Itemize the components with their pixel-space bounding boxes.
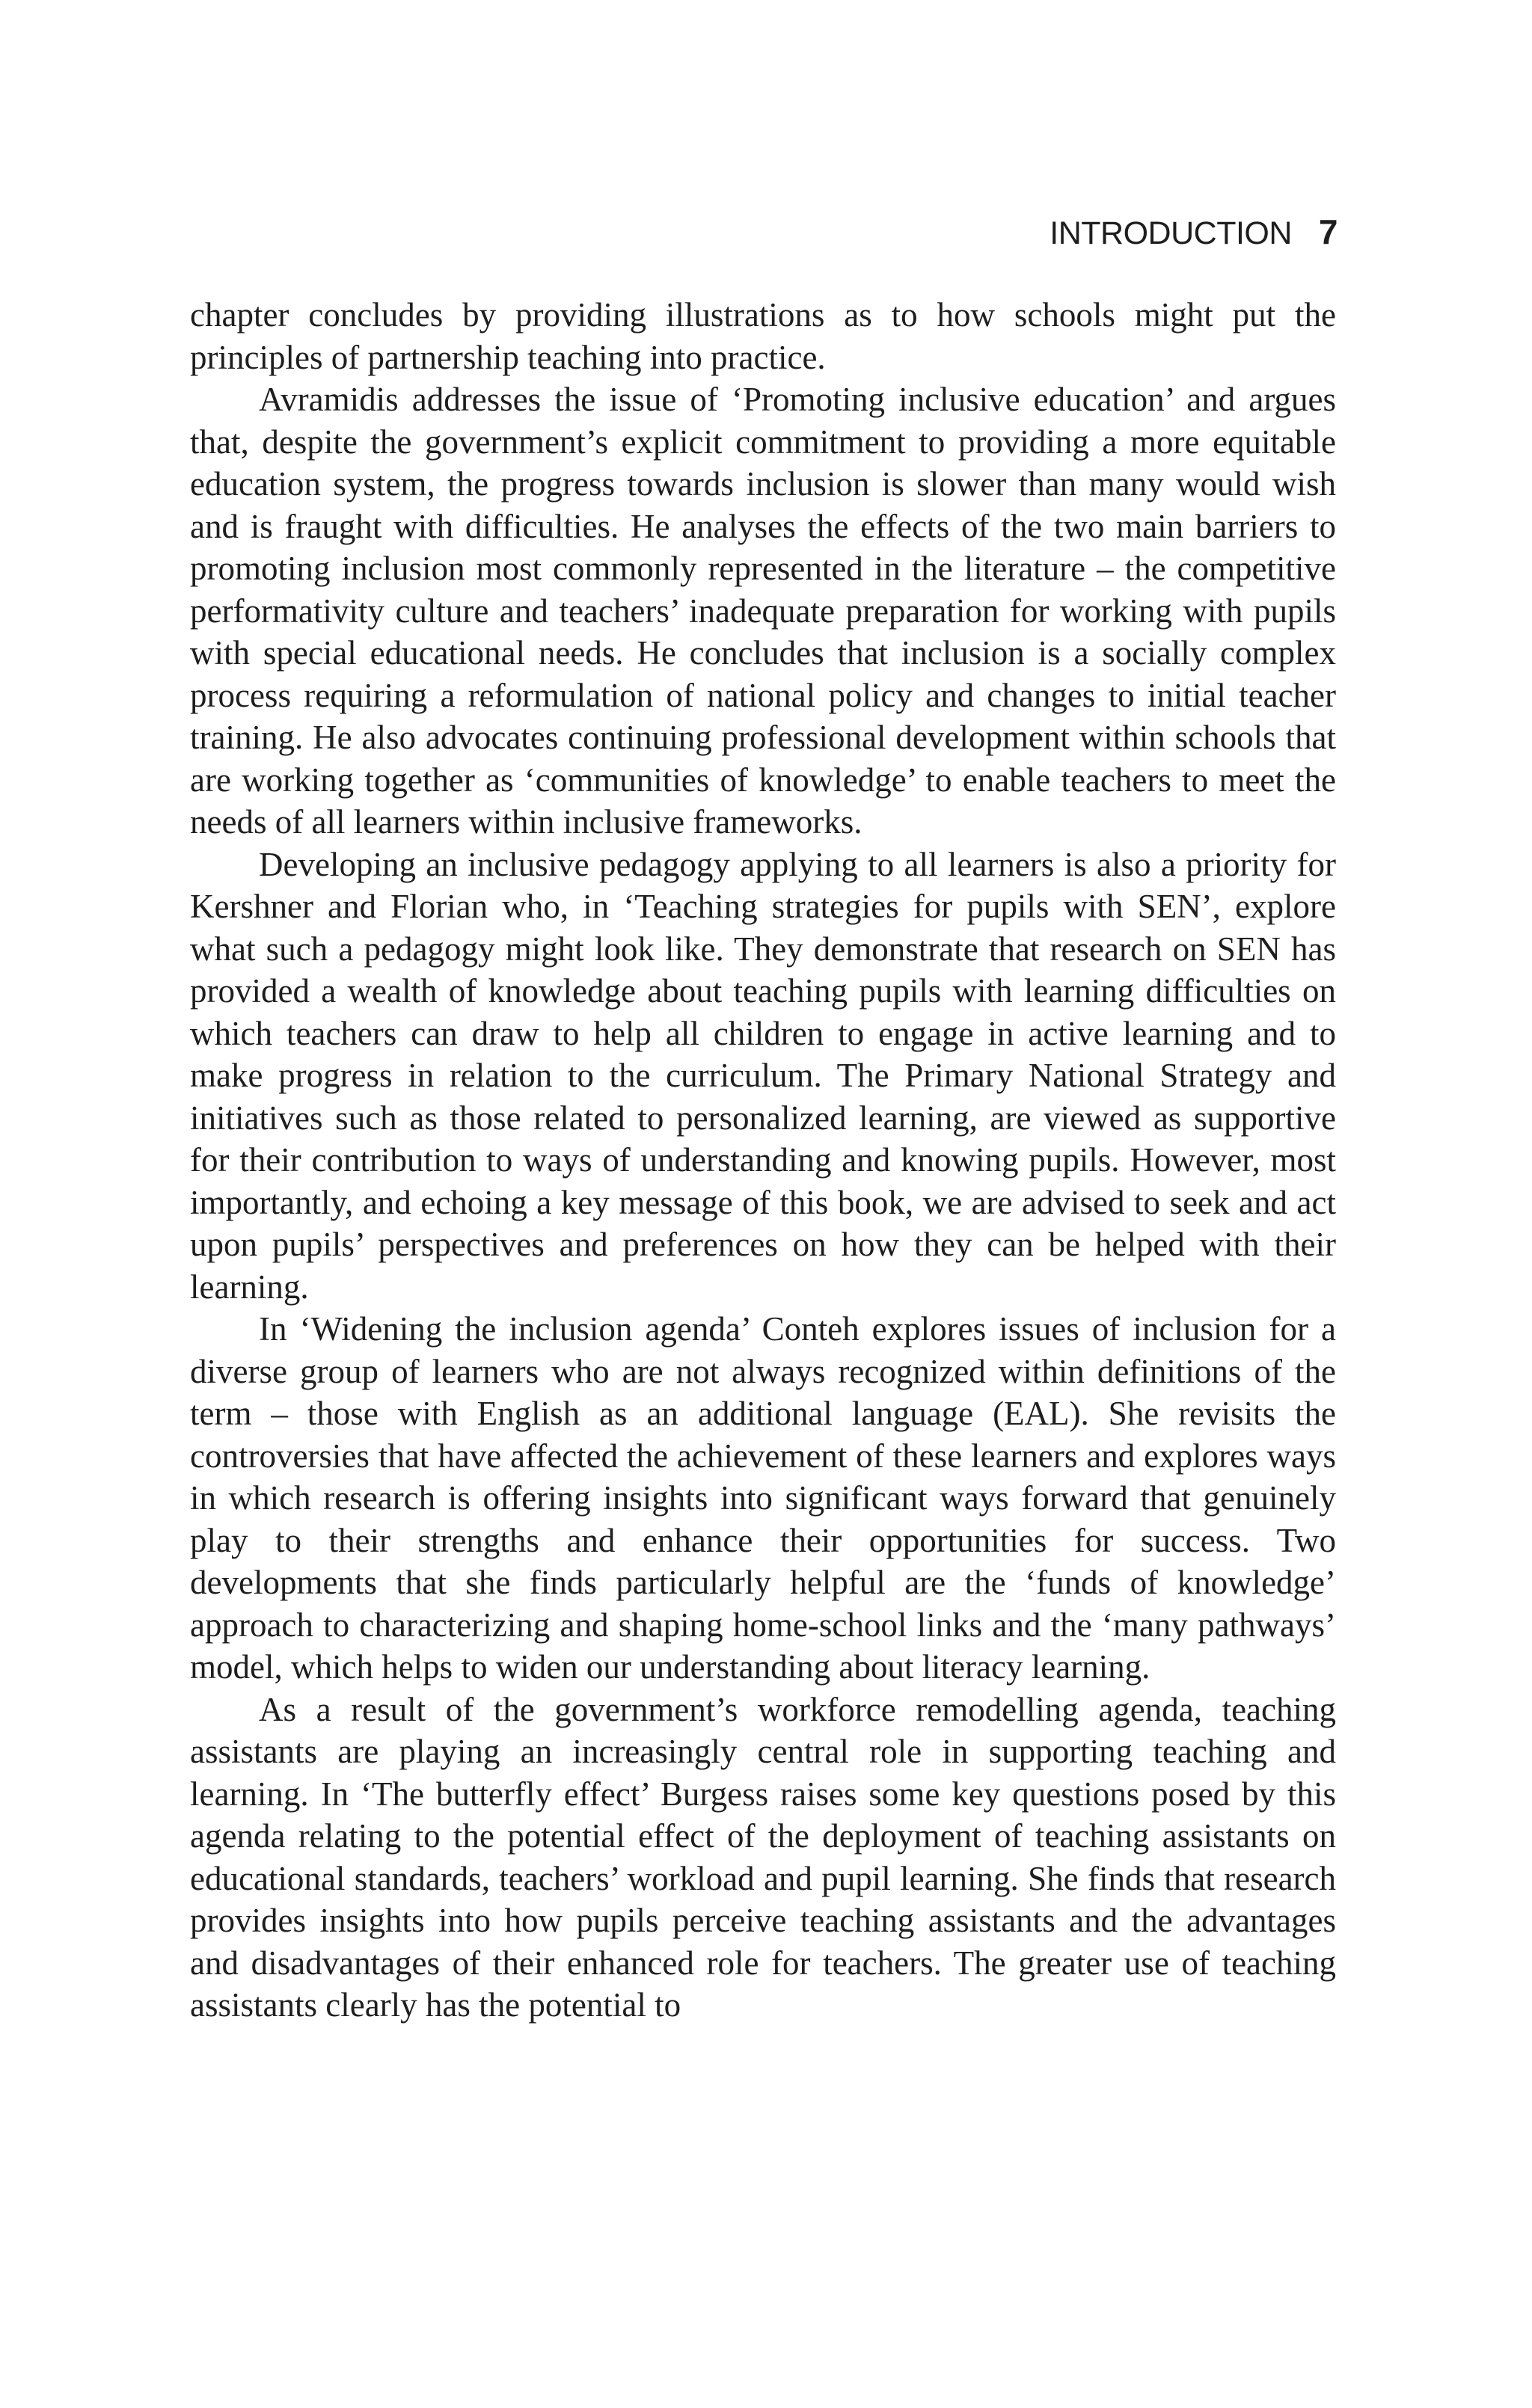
paragraph-kershner-florian: Developing an inclusive pedagogy applying to all learners is also a priority for Kershner and Florian who, in ‘Teaching strategies for pupils with SEN’, explore what such a pedagogy might look like. They demonstrate that research on SEN has provided a wealth of knowledge about teaching pupils with learning difficulties on which teachers can draw to help all children to engage in active learning and to make progress in relation to the curriculum. The Primary National Strategy and initiatives such as those related to personalized learning, are viewed as supportive for their contribution to ways of understanding and knowing pupils. However, most importantly, and echoing a key message of this book, we are advised to seek and act upon pupils’ perspectives and preferences on how they can be helped with their learning. [190,845,1336,1306]
body-text [190,294,1336,2027]
paragraph-avramidis: Avramidis addresses the issue of ‘Promoting inclusive education’ and argues that, despite the government’s explicit commitment to providing a more equitable education system, the progress towards inclusion is slower than many would wish and is fraught with difficulties. He analyses the effects of the two main barriers to promoting inclusion most commonly represented in the literature – the competitive performativity culture and teachers’ inadequate preparation for working with pupils with special educational needs. He concludes that inclusion is a socially complex process requiring a reformulation of national policy and changes to initial teacher training. He also advocates continuing professional development within schools that are working together as ‘communities of knowledge’ to enable teachers to meet the needs of all learners within inclusive frameworks. [190,381,1336,841]
paragraph-continued: chapter concludes by providing illustrations as to how schools might put the principles of partnership teaching into practice. [190,296,1336,376]
running-head-title: INTRODUCTION [1050,215,1292,251]
running-head [1050,209,1338,256]
page-number: 7 [1318,212,1338,251]
paragraph-burgess: As a result of the government’s workforce remodelling agenda, teaching assistants are playing an increasingly central role in supporting teaching and learning. In ‘The butterfly effect’ Burgess raises some key questions posed by this agenda relating to the potential effect of the deployment of teaching assistants on educational standards, teachers’ workload and pupil learning. She finds that research provides insights into how pupils perceive teaching assistants and the advantages and disadvantages of their enhanced role for teachers. The greater use of teaching assistants clearly has the potential to [190,1690,1336,2024]
paragraph-conteh: In ‘Widening the inclusion agenda’ Conteh explores issues of inclusion for a diverse group of learners who are not always recognized within definitions of the term – those with English as an additional language (EAL). She revisits the controversies that have affected the achievement of these learners and explores ways in which research is offering insights into significant ways forward that genuinely play to their strengths and enhance their opportunities for success. Two developments that she finds particularly helpful are the ‘funds of knowledge’ approach to characterizing and shaping home-school links and the ‘many pathways’ model, which helps to widen our understanding about literacy learning. [190,1310,1336,1686]
